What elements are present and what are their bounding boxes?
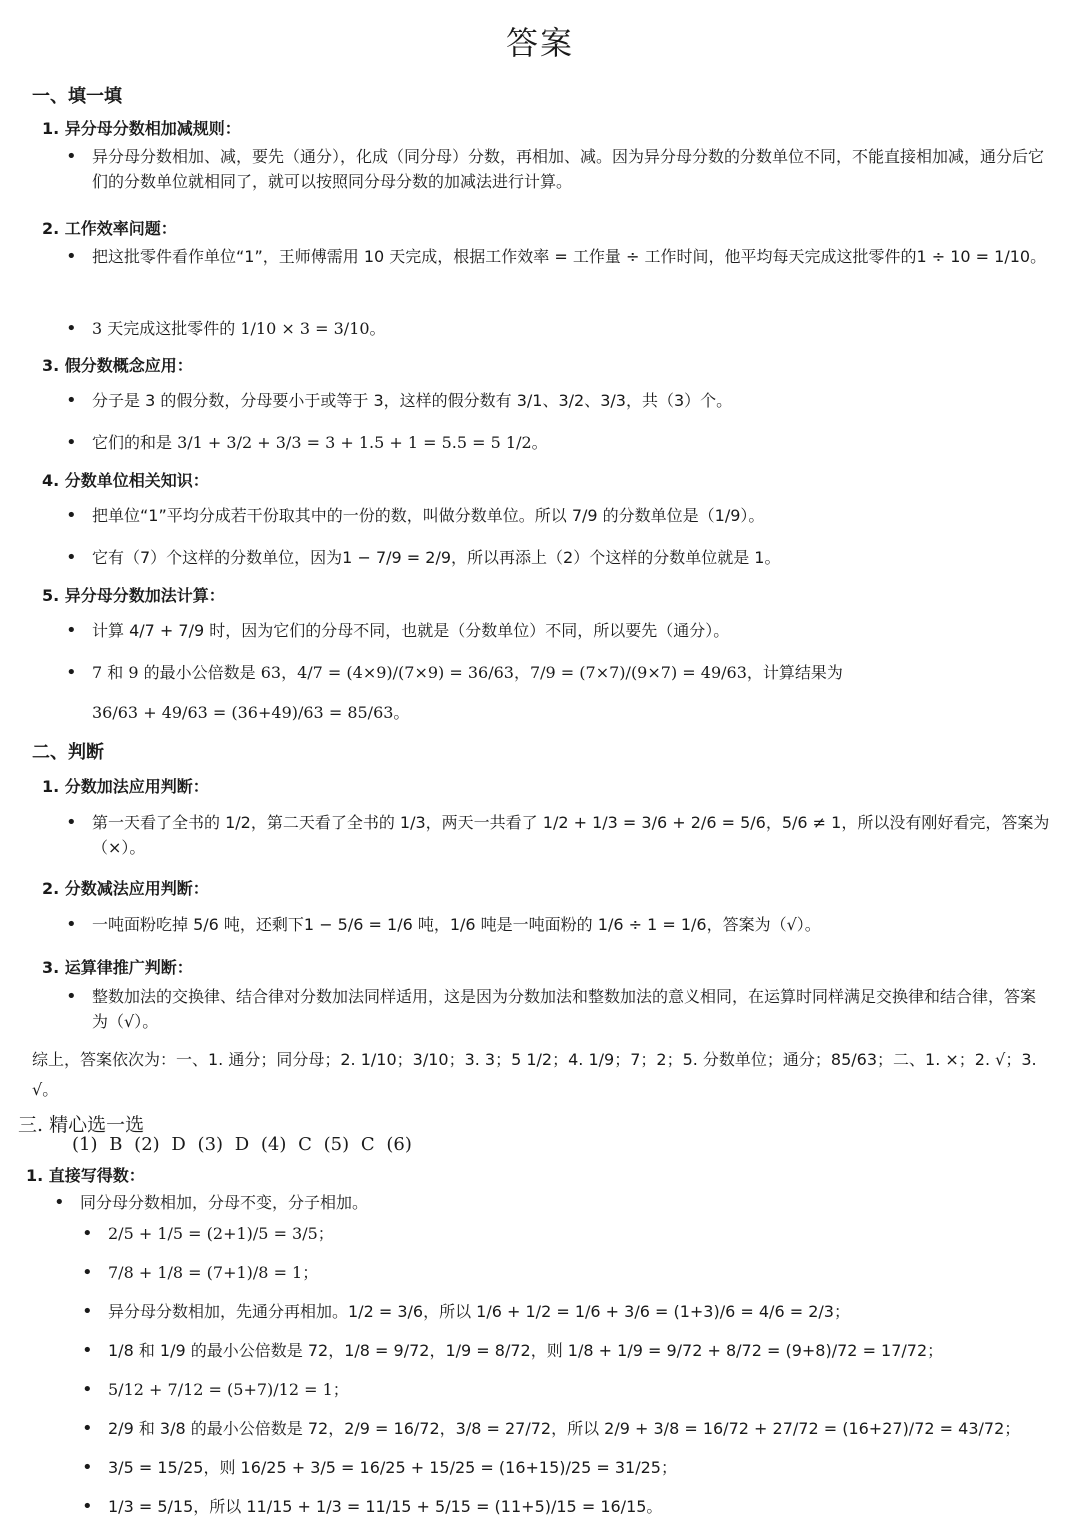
calc-item: • 3/5 = 15/25，则 16/25 + 3/5 = 16/25 + 15/25 = (16+15)/25 = 31/25；: [108, 1455, 677, 1480]
question-heading-4: 4. 分数单位相关知识：: [42, 471, 209, 490]
bullet-text: • 一吨面粉吃掉 5/6 吨，还剩下1 − 5/6 = 1/6 吨，1/6 吨是一吨面粉的 1/6 ÷ 1 = 1/6，答案为（√）。: [92, 912, 821, 937]
question-heading-5: 5. 异分母分数加法计算：: [42, 586, 225, 605]
bullet-text: • 计算 4/7 + 7/9 时，因为它们的分母不同，也就是（分数单位）不同，所以要先（通分）。: [92, 618, 729, 643]
question-heading-3: 3. 假分数概念应用：: [42, 356, 193, 375]
question-heading-1: 1. 异分母分数相加减规则：: [42, 119, 241, 138]
calc-item: • 1/3 = 5/15，所以 11/15 + 1/3 = 11/15 + 5/15 = (11+5)/15 = 16/15。: [108, 1494, 662, 1519]
bullet-text: • 7 和 9 的最小公倍数是 63，4/7 = (4×9)/(7×9) = 36/63，7/9 = (7×7)/(9×7) = 49/63，计算结果为: [92, 660, 843, 685]
calc-item: • 1/8 和 1/9 的最小公倍数是 72，1/8 = 9/72，1/9 = 8/72，则 1/8 + 1/9 = 9/72 + 8/72 = (9+8)/72 = 17/72；: [108, 1338, 943, 1363]
bullet-text: • 整数加法的交换律、结合律对分数加法同样适用，这是因为分数加法和整数加法的意义相同，在运算时同样满足交换律和结合律，答案为（√）。: [92, 984, 1047, 1034]
calc-item: • 5/12 + 7/12 = (5+7)/12 = 1；: [108, 1377, 349, 1402]
bullet-text: • 它有（7）个这样的分数单位，因为1 − 7/9 = 2/9，所以再添上（2）个这样的分数单位就是 1。: [92, 545, 780, 570]
bullet-continuation: 36/63 + 49/63 = (36+49)/63 = 85/63。: [92, 703, 410, 722]
answer-summary: 综上，答案依次为：一、1. 通分；同分母；2. 1/10；3/10；3. 3；5 1/2；4. 1/9；7；2；5. 分数单位；通分；85/63；二、1. ×；2. √；3. √。: [32, 1050, 1037, 1099]
bullet-text: • 异分母分数相加、减，要先（通分），化成（同分母）分数，再相加、减。因为异分母分数的分数单位不同，不能直接相加减，通分后它们的分数单位就相同了，就可以按照同分母分数的加减法进行计算。: [92, 144, 1054, 194]
page-title: 答案: [505, 24, 574, 62]
bullet-text: • 把这批零件看作单位“1”，王师傅需用 10 天完成，根据工作效率 = 工作量 ÷ 工作时间，他平均每天完成这批零件的1 ÷ 10 = 1/10。: [92, 244, 1054, 269]
section-heading-fill-in: 一、填一填: [32, 86, 122, 107]
bullet-text: • 分子是 3 的假分数，分母要小于或等于 3，这样的假分数有 3/1、3/2、3/3，共（3）个。: [92, 388, 732, 413]
section-heading-judge: 二、判断: [32, 742, 104, 763]
question-heading-judge-3: 3. 运算律推广判断：: [42, 958, 193, 977]
bullet-text: • 第一天看了全书的 1/2，第二天看了全书的 1/3，两天一共看了 1/2 + 1/3 = 3/6 + 2/6 = 5/6，5/6 ≠ 1，所以没有刚好看完，答案为（×）。: [92, 810, 1052, 860]
section-heading-choose: 三. 精心选一选: [18, 1114, 145, 1136]
question-heading-judge-1: 1. 分数加法应用判断：: [42, 777, 209, 796]
calc-item: • 2/5 + 1/5 = (2+1)/5 = 3/5；: [108, 1221, 334, 1246]
question-heading-2: 2. 工作效率问题：: [42, 219, 177, 238]
calc-item: • 2/9 和 3/8 的最小公倍数是 72，2/9 = 16/72，3/8 = 27/72，所以 2/9 + 3/8 = 16/72 + 27/72 = (16+27)/72 = 43/72；: [108, 1416, 1020, 1441]
bullet-text: • 3 天完成这批零件的 1/10 × 3 = 3/10。: [92, 316, 386, 341]
bullet-text: • 它们的和是 3/1 + 3/2 + 3/3 = 3 + 1.5 + 1 = 5.5 = 5 1/2。: [92, 430, 548, 455]
calc-item: • 异分母分数相加，先通分再相加。1/2 = 3/6，所以 1/6 + 1/2 = 1/6 + 3/6 = (1+3)/6 = 4/6 = 2/3；: [108, 1299, 850, 1324]
bullet-text: • 同分母分数相加，分母不变，分子相加。: [80, 1190, 368, 1215]
choice-answers: (1) B (2) D (3) D (4) C (5) C (6): [72, 1134, 412, 1155]
bullet-text: • 把单位“1”平均分成若干份取其中的一份的数，叫做分数单位。所以 7/9 的分数单位是（1/9）。: [92, 503, 764, 528]
question-heading-judge-2: 2. 分数减法应用判断：: [42, 879, 209, 898]
question-heading-calc: 1. 直接写得数：: [26, 1166, 145, 1185]
calc-item: • 7/8 + 1/8 = (7+1)/8 = 1；: [108, 1260, 318, 1285]
